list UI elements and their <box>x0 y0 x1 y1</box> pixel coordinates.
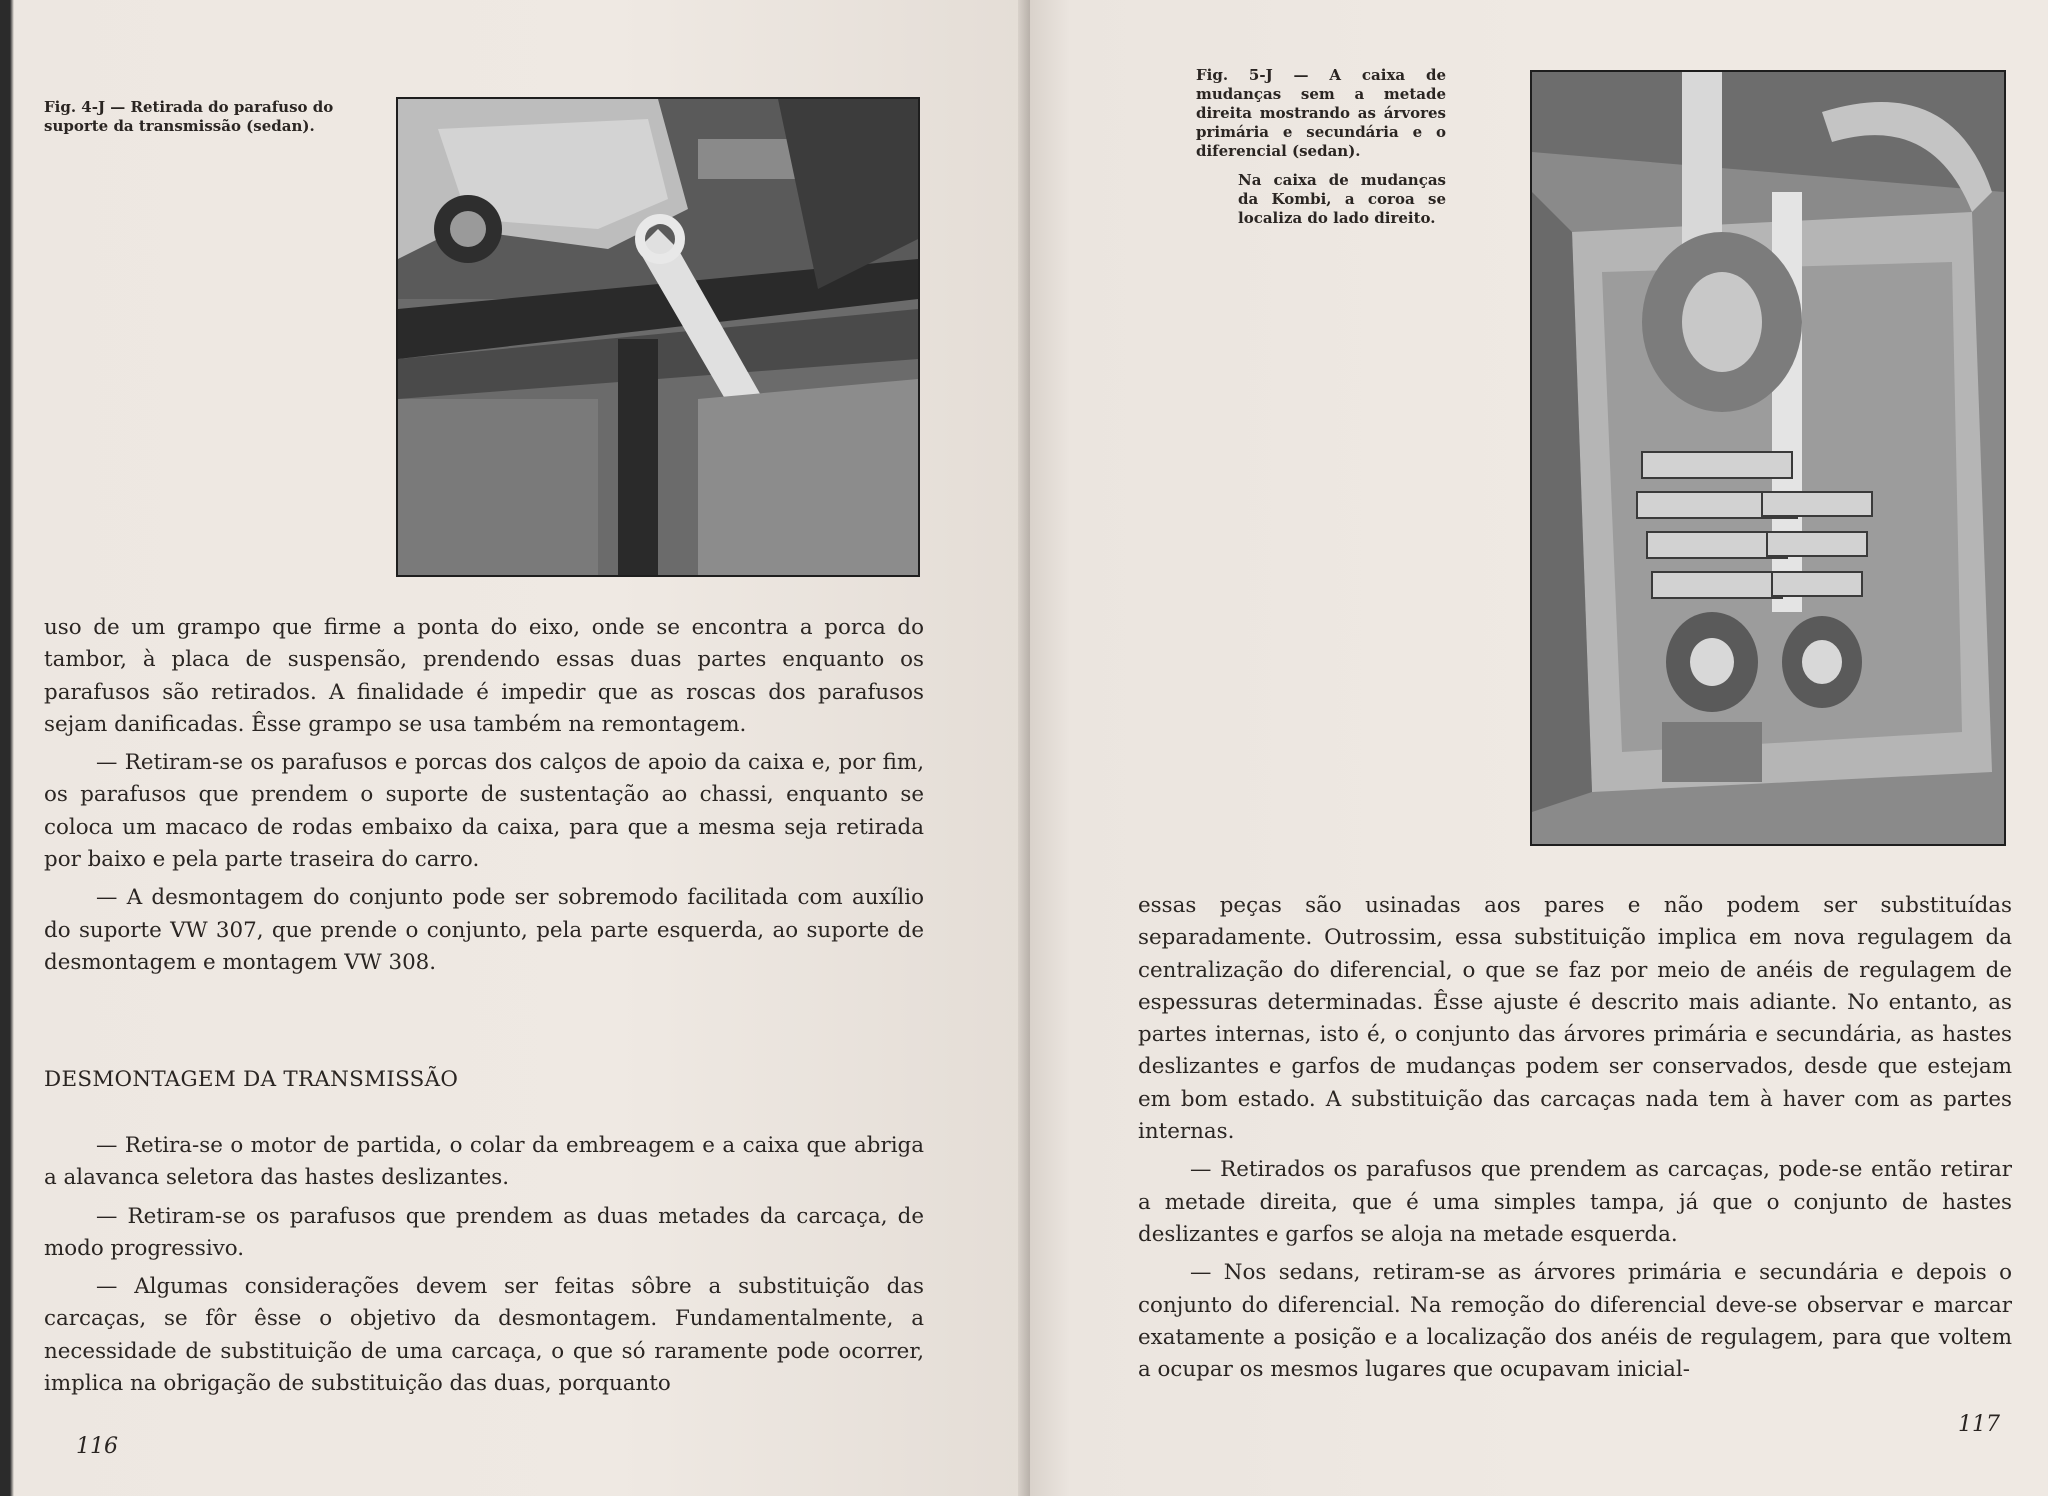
right-page <box>1030 0 2048 1496</box>
page-number-left: 116 <box>76 1434 118 1459</box>
left-paragraph-1: uso de um grampo que firme a ponta do eixo, onde se encontra a porca do tambor, à placa de suspensão, prendendo essas duas partes enquanto os parafusos são retirados. A finalidade é impedir que as roscas dos parafusos sejam danificadas. Êsse grampo se usa também na remontagem. <box>44 615 924 737</box>
right-paragraph-1: essas peças são usinadas aos pares e não podem ser substituídas separadamente. Outrossim, essa substituição implica em nova regulagem da centralização do diferencial, o que se faz por meio de anéis de regulagem de espessuras determinadas. Êsse ajuste é descrito mais adiante. No entanto, as partes internas, isto é, o conjunto das árvores primária e secundária, as hastes deslizantes e garfos de mudanças podem ser conservados, desde que estejam em bom estado. A substituição das carcaças nada tem à haver com as partes internas. <box>1138 893 2012 1145</box>
figure-4j-photo <box>396 97 920 577</box>
section-heading: DESMONTAGEM DA TRANSMISSÃO <box>44 1067 459 1092</box>
left-body-text <box>44 612 924 985</box>
left-body-text-2 <box>44 1130 924 1406</box>
left-paragraph-2: — Retiram-se os parafusos e porcas dos calços de apoio da caixa e, por fim, os parafusos que prendem o suporte de sustentação ao chassi, enquanto se coloca um macaco de rodas embaixo da caixa, para que a mesma seja retirada por baixo e pela parte traseira do carro. <box>44 750 924 873</box>
left-paragraph-6: — Algumas considerações devem ser feitas sôbre a substituição das carcaças, se fôr êsse o objetivo da desmontagem. Fundamentalmente, a necessidade de substituição de uma carcaça, o que só raramente pode ocorrer, implica na obrigação de substituição das duas, porquanto <box>44 1274 924 1397</box>
left-paragraph-3: — A desmontagem do conjunto pode ser sobremodo facilitada com auxílio do suporte VW 307, que prende o conjunto, pela parte esquerda, ao suporte de desmontagem e montagem VW 308. <box>44 885 924 975</box>
right-paragraph-2: — Retirados os parafusos que prendem as carcaças, pode-se então retirar a metade direita, que é uma simples tampa, já que o conjunto de hastes deslizantes e garfos se aloja na metade esquerda. <box>1138 1157 2012 1247</box>
figure-5j-caption: Fig. 5-J — A caixa de mudanças sem a metade direita mostrando as árvores primária e secundária e o diferencial (sedan). Na caixa de mudanças da Kombi, a coroa se localiza do lado direito. <box>1196 66 1446 227</box>
gearbox-photo <box>1532 72 2004 844</box>
page-number-right: 117 <box>1958 1412 2000 1437</box>
figure-5j-photo <box>1530 70 2006 846</box>
figure-5j-note: Na caixa de mudanças da Kombi, a coroa se localiza do lado direito. <box>1238 171 1446 227</box>
transmission-mount-photo <box>398 99 918 575</box>
figure-4j-caption: Fig. 4-J — Retirada do parafuso do suporte da transmissão (sedan). <box>44 98 334 135</box>
right-paragraph-3: — Nos sedans, retiram-se as árvores primária e secundária e depois o conjunto do diferencial. Na remoção do diferencial deve-se observar e marcar exatamente a posição e a localização dos anéis de regulagem, para que voltem a ocupar os mesmos lugares que ocupavam inicial- <box>1138 1260 2012 1383</box>
left-paragraph-4: — Retira-se o motor de partida, o colar da embreagem e a caixa que abriga a alavanca seletora das hastes deslizantes. <box>44 1133 924 1191</box>
right-body-text <box>1138 890 2012 1392</box>
left-paragraph-5: — Retiram-se os parafusos que prendem as duas metades da carcaça, de modo progressivo. <box>44 1203 924 1261</box>
